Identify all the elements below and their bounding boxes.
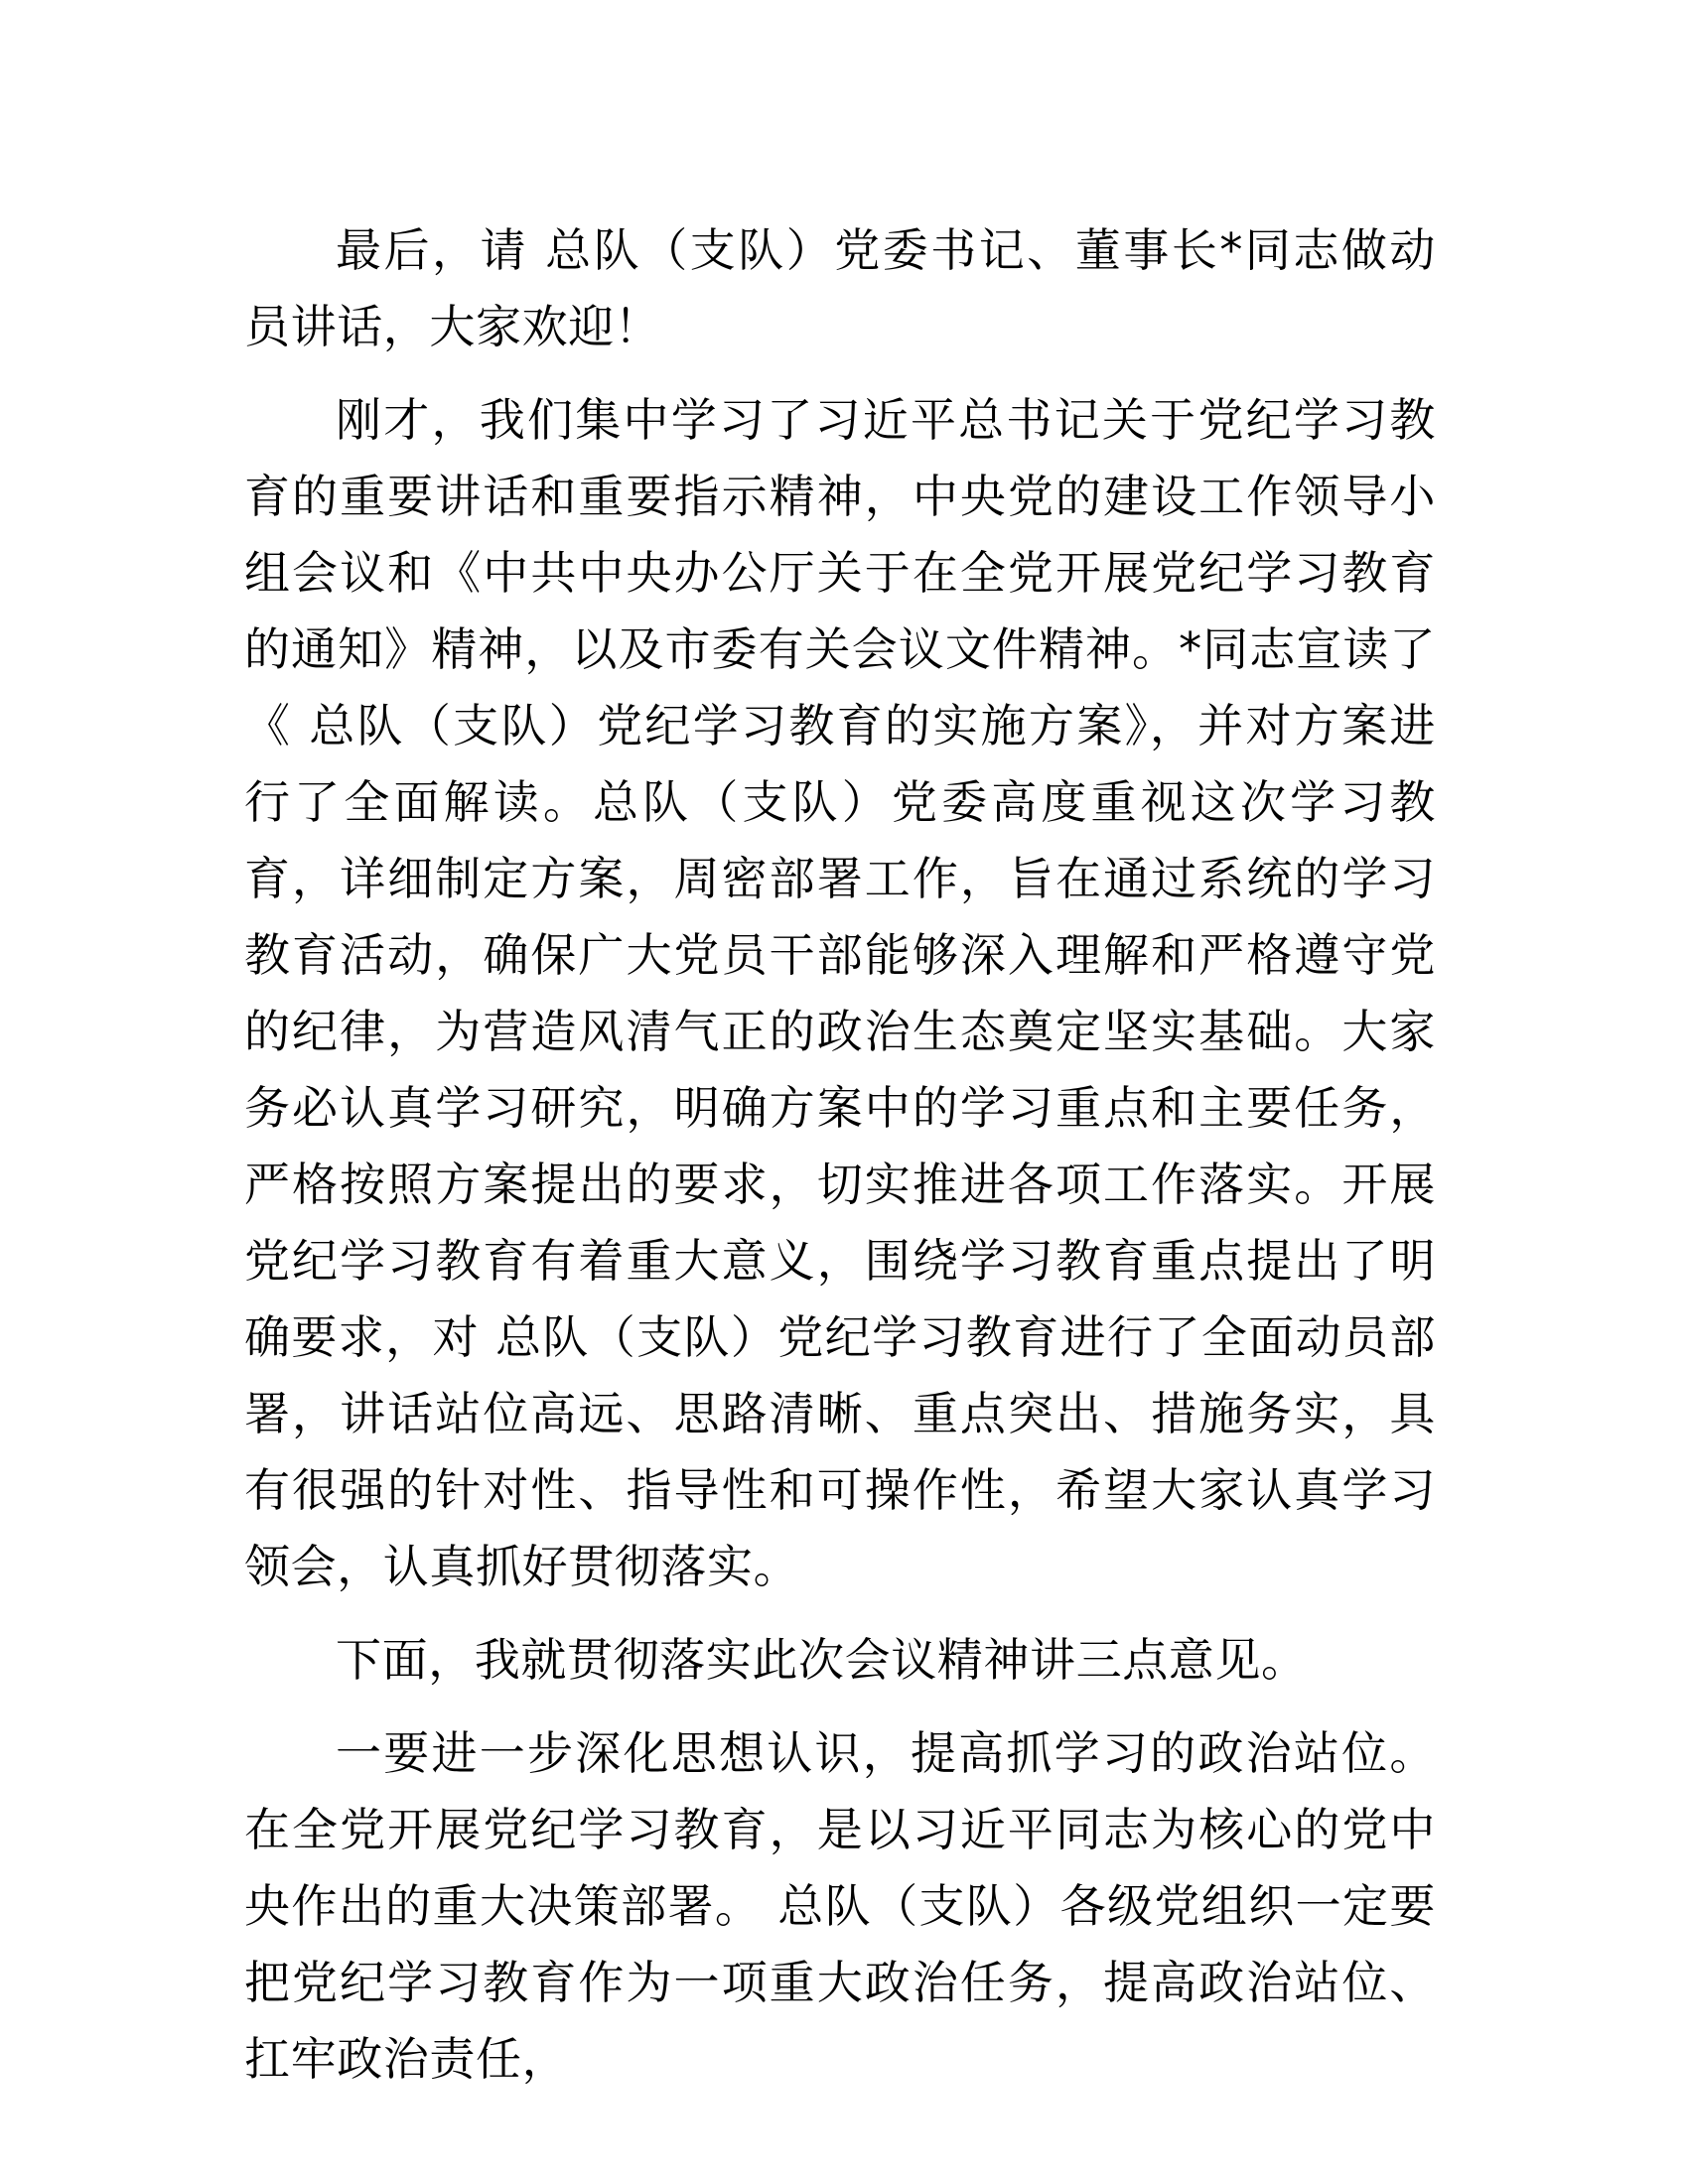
paragraph-first-point: 一要进一步深化思想认识，提高抓学习的政治站位。在全党开展党纪学习教育，是以习近平同志为核心的党中央作出的重大决策部署。 总队（支队）各级党组织一定要把党纪学习教育作为一项重大政治任务，提高政治站位、扛牢政治责任，	[244, 1726, 1436, 2086]
paragraph-three-points-intro: 下面，我就贯彻落实此次会议精神讲三点意见。	[336, 1633, 1308, 1687]
paragraph-closing-invitation: 最后，请 总队（支队）党委书记、董事长*同志做动员讲话，大家欢迎！	[244, 223, 1436, 353]
document-body	[244, 212, 1436, 2098]
paragraph-summary: 刚才，我们集中学习了习近平总书记关于党纪学习教育的重要讲话和重要指示精神，中央党的建设工作领导小组会议和《中共中央办公厅关于在全党开展党纪学习教育的通知》精神，以及市委有关会议文件精神。*同志宣读了《 总队（支队）党纪学习教育的实施方案》，并对方案进行了全面解读。总队（支队）党委高度重视这次学习教育，详细制定方案，周密部署工作，旨在通过系统的学习教育活动，确保广大党员干部能够深入理解和严格遵守党的纪律，为营造风清气正的政治生态奠定坚实基础。大家务必认真学习研究，明确方案中的学习重点和主要任务，严格按照方案提出的要求，切实推进各项工作落实。开展党纪学习教育有着重大意义，围绕学习教育重点提出了明确要求，对 总队（支队）党纪学习教育进行了全面动员部署，讲话站位高远、思路清晰、重点突出、措施务实，具有很强的针对性、指导性和可操作性，希望大家认真学习领会，认真抓好贯彻落实。	[244, 393, 1436, 1593]
